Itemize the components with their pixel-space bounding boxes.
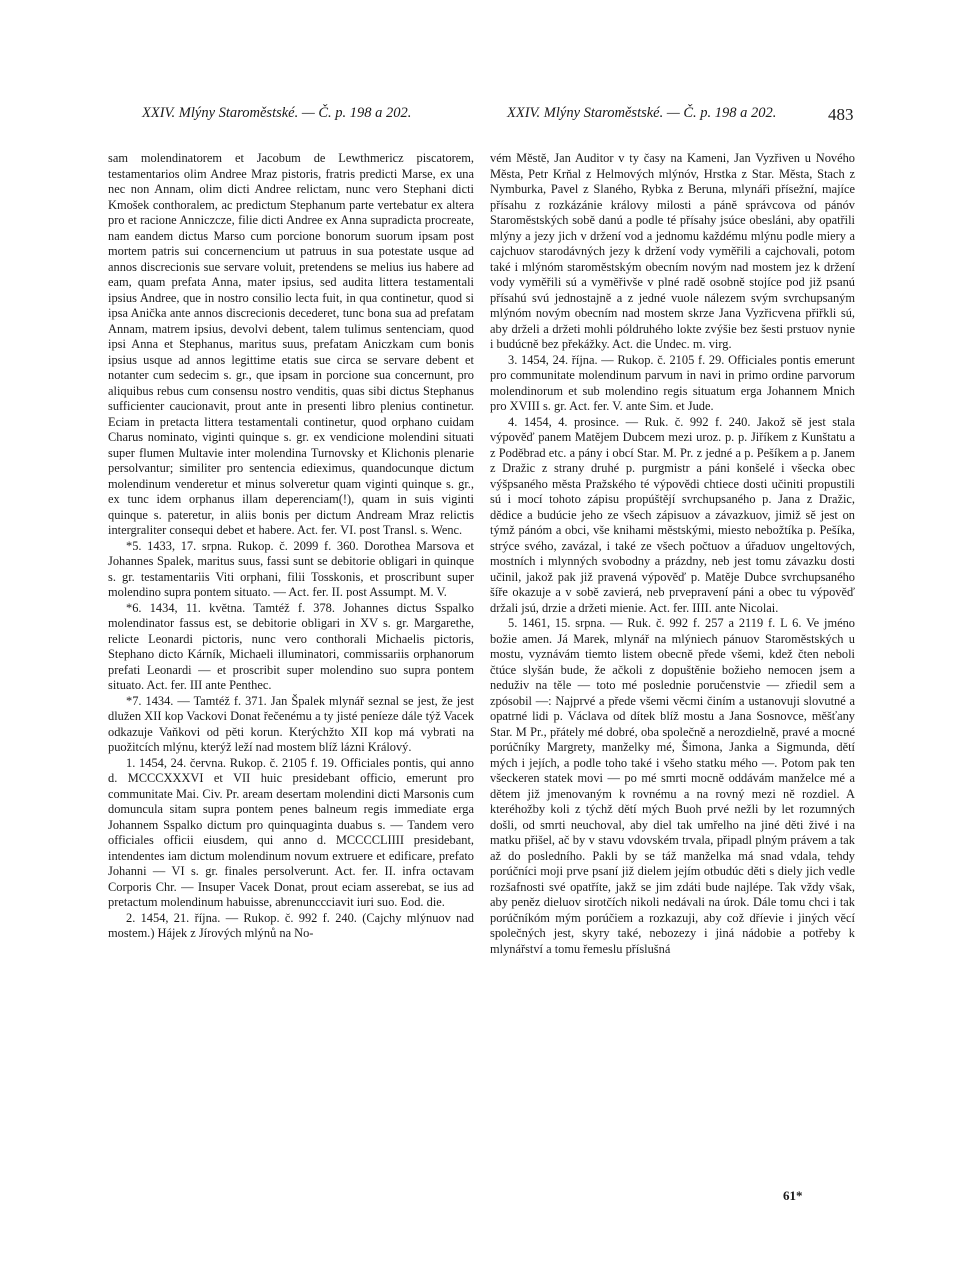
paragraph: vém Městě, Jan Auditor v ty časy na Kameni, Jan Vyzřiven u Nového Města, Petr Krňal z Helmových mlýnóv, Hrstka z Star. Města, Stach z Nymburka, Pavel z Slaného, Rybka z Beruna, mlynáři přísežní, majíce přísahu z rozkázánie královy milosti a páně správcova od pánóv Staroměstských sobě danú a podle té přísahy jsúce obesláni, aby opatřili mlýny a jezy jich v držení vod a jednomu každému mlýnu podle miery a cajchuov starodávných jezy k držení vody vyměřili a cajchovali, potom také i mlýnóm staroměstským obecním novým nad mostem jez k držení vody vyměřili sú a vyměřivše v plné radě osobně stojíce pod již psanú přísahú svú jednostajně a z jedné vuole nálezem svým svrchupsaným mlýnóm novým obecním nad mostem skrze Jana Vyzřicvena přiřkli sú, aby drželi a držeti mohli póldruhého lokte zvýšie bez šesti prstuov nynie i budúcně bez překážky. Act. die Undec. m. virg.	[490, 151, 855, 351]
paragraph: 5. 1461, 15. srpna. — Ruk. č. 992 f. 257 a 2119 f. L 6. Ve jméno božie amen. Já Marek, mlynář na mlýniech pánuov Staroměstských u mostu, vyznávám tiemto listem obecně přede všemi, kdež čten neboli čtúce slyšán bude, že ačkoli z dopuštěnie božieho nemocen jsem a neduživ na těle — toto mé poslednie poručenstvie — zřiedil sem a zpósobil —: Najprvé a přede všemi věcmi činím a ustanovuji slovutné a opatrné lidi p. Václava od dítek blíž mostu a Jana Sosnovce, měšťany Star. M Pr., přátely mé dobré, oba společně a nerozdielně, pravé a mocné porúčníky Margrety, manželky mé, Šimona, Janka a Sigmunda, dětí mých i jejích, a podle toho také i všeho statku mého —. Potom pak ten všeckeren statek movi — po mé smrti mocně oddávám manželce mé a dětem již jmenovaným k rovnému a na rovný mezi ně rozdiel. A kteréhožby koli z týchž dětí mých Buoh prvé nežli by let rozumných došli, od smrti neuchoval, aby diel tak umřelho na jiné děti živé i na matku přišel, ač by v stavu vdovském trvala, připadl plným právem a tak až do posledního. Pakli by se táž manželka má snad vdala, tehdy porúčníci moji prve psaní již dielem jejím otbudúc děti s diely jich vedle rozšafnosti své opatříte, jakž se jim zdáti bude najlépe. Tak vždy však, aby peněz dieluov sirotčích nikoli nedávali na úrok. Dále tomu chci i tak porúčníkóm mým porúčiem a rozkazuji, aby což dříevie i jiných věcí společných jest, skyry také, nebozezy i jiná nádobie a potřeby k mlynářství a tomu řemeslu příslušná	[490, 616, 855, 956]
left-text-column	[108, 151, 474, 942]
paragraph: 3. 1454, 24. října. — Rukop. č. 2105 f. 29. Officiales pontis emerunt pro communitate molendinum parvum in navi in primo ordine parvorum molendinorum et sub molendino regis situatum erga Johannem Mnich pro XVIII s. gr. Act. fer. V. ante Sim. et Jude.	[490, 352, 855, 413]
paragraph: *7. 1434. — Tamtéž f. 371. Jan Špalek mlynář seznal se jest, že jest dlužen XII kop Vackovi Donat řečenému a ty jisté peníeze dále týž Vacek odkazuje Vaňkovi od pěti korun. Kterýchžto XII kop má vybrati na puožitcích mlýnu, kterýž leží nad mostem blíž lázni Králový.	[108, 693, 474, 754]
paragraph: *5. 1433, 17. srpna. Rukop. č. 2099 f. 360. Dorothea Marsova et Johannes Spalek, maritus suus, fassi sunt se debitorie obligari in quinque s. gr. testamentariis Viti orphani, filii Tosskonis, et proscribunt super molendino supra pontem situato. — Act. fer. II. post Assumpt. M. V.	[108, 538, 474, 599]
right-text-column	[490, 151, 855, 957]
signature-mark: 61*	[783, 1188, 803, 1203]
paragraph: *6. 1434, 11. května. Tamtéž f. 378. Johannes dictus Sspalko molendinator fassus est, se debitorie obligari in XV s. gr. Margarethe, relicte Leonardi pictoris, nunc vero conthorali Michaelis pictoris, Stephano dicto Kárník, Michaeli illuminatori, commissariis orphanorum prefati Leonardi — et proscribit super molendino suo supra pontem situato. Act. fer. III ante Penthec.	[108, 600, 474, 692]
paragraph: 1. 1454, 24. června. Rukop. č. 2105 f. 19. Officiales pontis, qui anno d. MCCCXXXVI et VII huic presidebant officio, emerunt pro communitate Mai. Civ. Pr. aream desertam molendini dicti Marsonis cum domuncula sitam supra pontem penes balneum regis immediate erga Johannem Sspalko dictum pro quinquaginta duabus s. — Tandem vero officiales officii eiusdem, qui anno d. MCCCCLIIII presidebant, intendentes iam dictum molendinum novum extruere et edificare, prefato Johanni — VI s. gr. finales persolverunt. Act. fer. II. infra octavam Corporis Chr. — Insuper Vacek Donat, prout eciam asserebat, se ius ad pretactum molendinum habuisse, abrenunccciavit iuri suo. Eod. die.	[108, 755, 474, 909]
page-header	[0, 105, 960, 127]
paragraph: 4. 1454, 4. prosince. — Ruk. č. 992 f. 240. Jakož sě jest stala výpověď panem Matějem Dubcem mezi uroz. p. p. Jiříkem z Kunštatu a z Poděbrad etc. a pány i obcí Star. M. Pr. z jedné a p. Pešíkem a p. Janem z Dražic z strany druhé p. purgmistr a páni konšelé i všecka obec výšpsaného města Pražského té výpovědi chtiece dosti učiniti propustili sú i mocí tohoto zápisu propúštějí svrchupsaného p. Jana z Dražic, dědice a budúcie jeho ze všech zápisuov a závazkuov, jimiž sě jest on týmž pánóm a obci, vše knihami městskými, miesto nebožtíka p. Pešíka, strýce svého, zavázal, i také ze všech počtuov a úřaduov ungeltových, mostních i mlynných svobodny a prázdny, neb jest tomu závazku dosti učinil, jakož pak již pravená výpověď p. Matěje Dubce svrchupsaného šíře okazuje a v sobě zavierá, neb prvepravení páni a obec tu výpověď držali jsú, drzie a držeti mienie. Act. fer. IIII. ante Nicolai.	[490, 414, 855, 615]
paragraph: 2. 1454, 21. října. — Rukop. č. 992 f. 240. (Cajchy mlýnuov nad mostem.) Hájek z Jírových mlýnů na No-	[108, 910, 474, 940]
page-number: 483	[828, 105, 854, 124]
paragraph: sam molendinatorem et Jacobum de Lewthmericz piscatorem, testamentarios olim Andree Mraz pistoris, fratris predicti Marse, ex una nec non Annam, olim dicti Andree relictam, nunc vero Stephani dicti Kmošek conthoralem, ac predictum Stephanum parte vertebatur ex altera pro et racione Anniczcze, filie dicti Andree ex Anna supradicta procreate, nam eandem dictus Marso cum porcione bonorum suorum ipsam post mortem patris sui concernencium ut patruus in sua potestate usque ad annos discrecionis sue servare voluit, pretendens se melius ius habere ad eam, quam prefata Anna, mater ipsius, sed audita littera testamentali ipsius Andree, que in nostro consilio lecta fuit, in qua continetur, quod si ipsa Anička ante annos discrecionis decederet, tunc bona sua ad prefatam Annam, matrem ipsius, devolvi debent, talem tulimus sentenciam, quod ipsi Anna et Stephanus, maritus suus, prefatam Aniczkam cum bonis ipsius usque ad annos legittime etatis sue circa se servare debent et notanter cum sedecim s. gr., que ipsam in porcione sua concernunt, pro aliquibus rebus cum consensu nostro venditis, quas sibi dictus Stephanus sufficienter caucionavit, prout ante in presenti libro plenius continetur. Eciam in pretacta littera testamentali continetur, quod orphano cuidam Charus nominato, viginti quinque s. gr. ex vendicione molendini situati super flumen Multavie inter molendina Turnovsky et Klichonis plenarie persolvantur; similiter pro sentencia edieximus, quandocunque dictum molendinum venderetur et minus solveretur quam viginti quinque s. gr., ex tunc idem orphanus illam deperenciam(!), quam in suis viginti quinque s. pateretur, in aliis bonis per dictum Andream Mraz relictis intergraliter consequi debet et habere. Act. fer. VI. post Transl. s. Wenc.	[108, 151, 474, 537]
running-head-left: XXIV. Mlýny Staroměstské. — Č. p. 198 a 202.	[142, 105, 412, 121]
running-head-right: XXIV. Mlýny Staroměstské. — Č. p. 198 a 202.	[507, 105, 777, 121]
